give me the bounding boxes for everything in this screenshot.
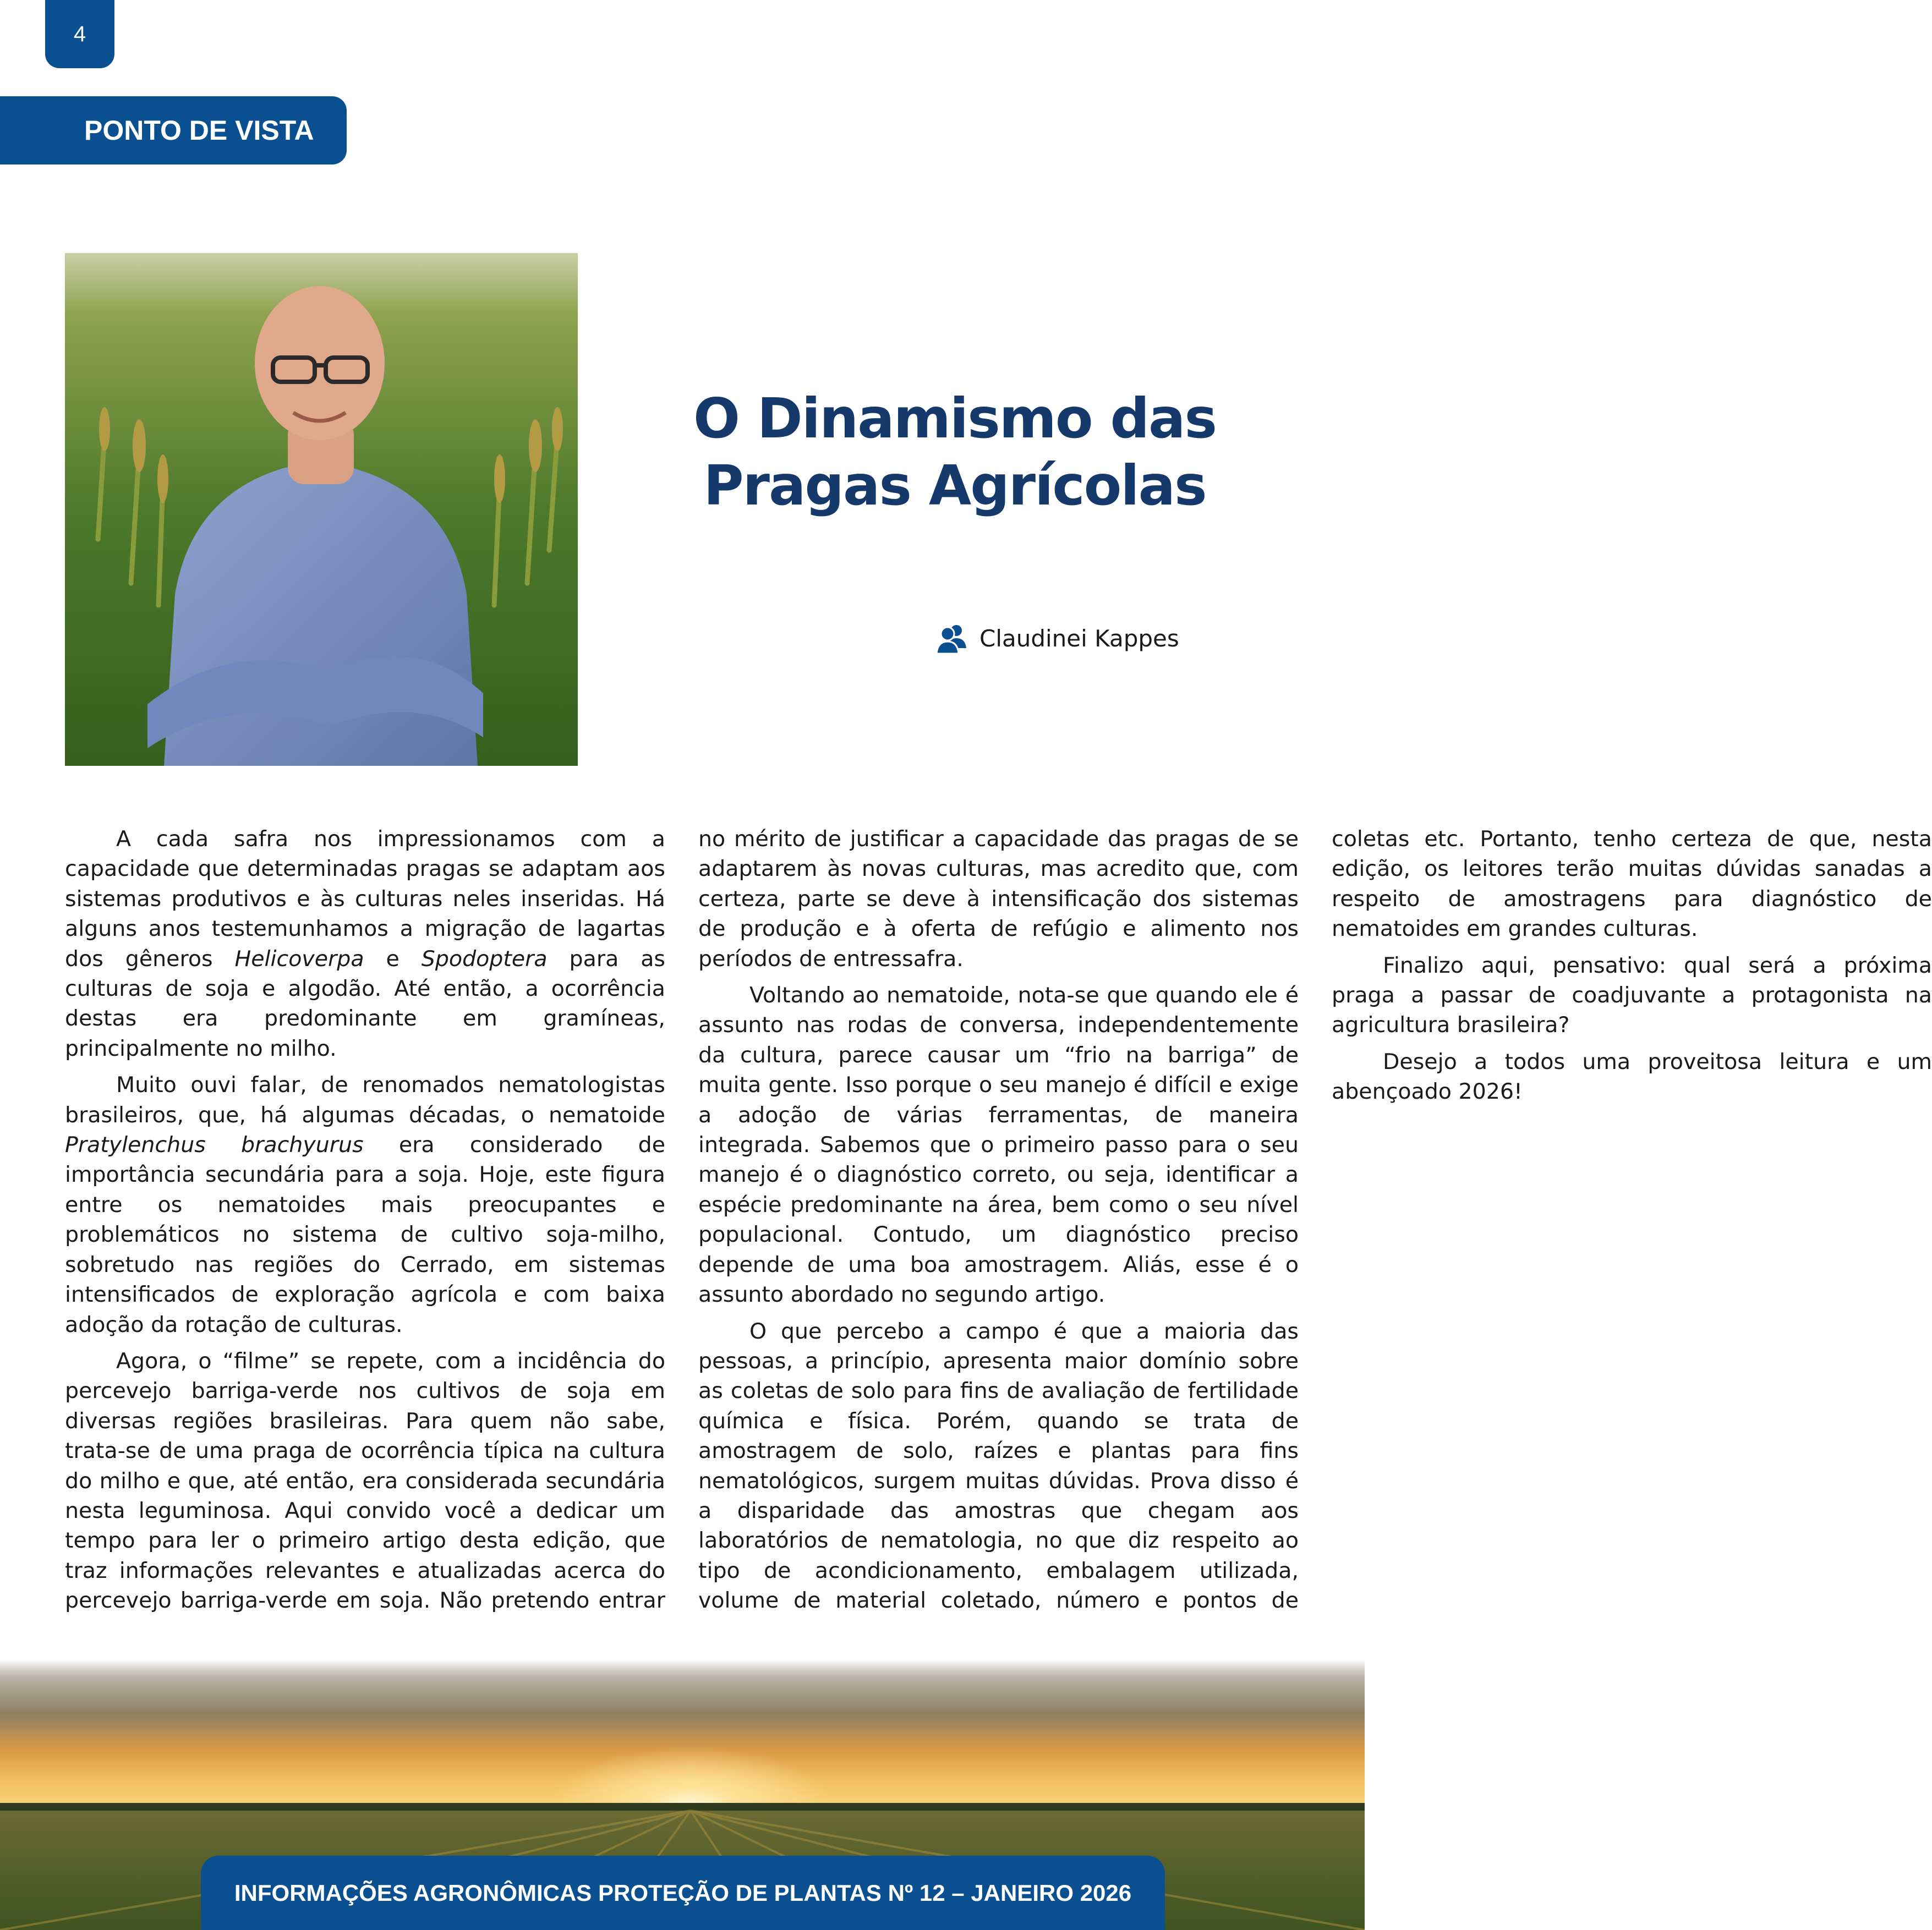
paragraph-5: O que percebo a campo é que a maioria das pessoas, a princípio, apresenta maior domínio sobre as coletas de solo para fins de avaliação de fertilidade química e física. Porém, quando se trata de amostragem de solo, raízes e plantas para fins nematológicos, surgem muitas dúvidas. Prova disso é a disparidade das amostras que chegam aos laboratórios de nematologia, no que diz respeito ao tipo de acondicionamento, embalagem utilizada, volume de material coletado, número e pontos de coletas etc. Portanto, tenho certeza de que, nesta edição, os leitores terão muitas dúvidas sanadas a respeito de amostragens para diagnóstico de nematoides em grandes culturas. bbox=[698, 826, 1932, 1614]
title-line-2: Pragas Agrícolas bbox=[703, 453, 1206, 518]
species-name: Pratylenchus brachyurus bbox=[65, 1132, 364, 1158]
footer-banner bbox=[201, 1856, 1165, 1930]
article-title bbox=[660, 385, 1249, 519]
paragraph-3: Agora, o “filme” se repete, com a incidência do percevejo barriga-verde nos cultivos de soja em diversas regiões brasileiras. Para quem não sabe, trata-se de uma praga de ocorrência típica na cultura do milho e que, até então, era considerada secundária nesta leguminosa. Aqui convido você a dedicar um tempo para ler o primeiro artigo desta edição, que traz informações relevantes e atualizadas acerca do percevejo barriga-verde em soja. Não pretendo entrar no mérito de justificar a capacidade das pragas de se adaptarem às novas culturas, mas acredito que, com certeza, parte se deve à intensificação dos sistemas de produção e à oferta de refúgio e alimento nos períodos de entressafra. bbox=[65, 826, 1299, 1614]
author-portrait bbox=[65, 253, 578, 766]
title-line-1: O Dinamismo das bbox=[693, 386, 1217, 451]
users-icon bbox=[935, 622, 968, 655]
section-label: PONTO DE VISTA bbox=[84, 115, 314, 146]
footer-text: INFORMAÇÕES AGRONÔMICAS PROTEÇÃO DE PLANTAS Nº 12 – JANEIRO 2026 bbox=[234, 1879, 1132, 1906]
paragraph-1: A cada safra nos impressionamos com a capacidade que determinadas pragas se adaptam aos sistemas produtivos e às culturas neles inseridas. Há alguns anos testemunhamos a migração de lagartas dos gêneros Helicoverpa e Spodoptera para as culturas de soja e algodão. Até então, a ocorrência destas era predominante em gramíneas, principalmente no milho. bbox=[65, 826, 666, 1061]
author-byline bbox=[935, 619, 1179, 657]
paragraph-2: Muito ouvi falar, de renomados nematologistas brasileiros, que, há algumas décadas, o nematoide Pratylenchus brachyurus era considerado de importância secundária para a soja. Hoje, este figura entre os nematoides mais preocupantes e problemáticos no sistema de cultivo soja-milho, sobretudo nas regiões do Cerrado, em sistemas intensificados de exploração agrícola e com baixa adoção da rotação de culturas. bbox=[65, 1072, 665, 1337]
paragraph-6: Finalizo aqui, pensativo: qual será a próxima praga a passar de coadjuvante a protagonista na agricultura brasileira? bbox=[1332, 952, 1932, 1038]
genus-helicoverpa: Helicoverpa bbox=[234, 946, 364, 972]
page-number: 4 bbox=[45, 0, 114, 68]
paragraph-7: Desejo a todos uma proveitosa leitura e um abençoado 2026! bbox=[1332, 1049, 1932, 1105]
section-banner bbox=[0, 96, 347, 165]
author-name: Claudinei Kappes bbox=[979, 624, 1179, 652]
article-body bbox=[65, 824, 1932, 1622]
paragraph-4: Voltando ao nematoide, nota-se que quando ele é assunto nas rodas de conversa, independentemente da cultura, parece causar um “frio na barriga” de muita gente. Isso porque o seu manejo é difícil e exige a adoção de várias ferramentas, de maneira integrada. Sabemos que o primeiro passo para o seu manejo é o diagnóstico correto, ou seja, identificar a espécie predominante na área, bem como o seu nível populacional. Contudo, um diagnóstico preciso depende de uma boa amostragem. Aliás, esse é o assunto abordado no segundo artigo. bbox=[698, 983, 1299, 1308]
genus-spodoptera: Spodoptera bbox=[421, 946, 548, 972]
